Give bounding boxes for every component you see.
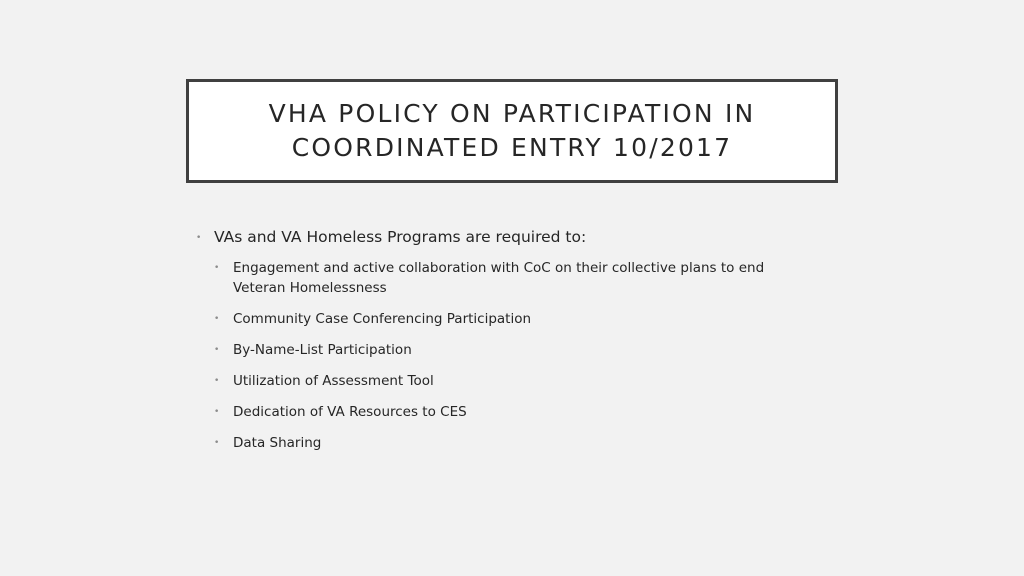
bullet-dot-icon: • <box>196 233 202 243</box>
sub-bullet-text: Utilization of Assessment Tool <box>233 373 434 389</box>
slide-title-line-2: COORDINATED ENTRY 10/2017 <box>291 133 733 162</box>
bullet-dot-icon: • <box>214 345 220 355</box>
sub-bullet-item <box>196 258 816 298</box>
bullet-dot-icon: • <box>214 438 220 448</box>
sub-bullet-item <box>196 402 816 422</box>
bullet-dot-icon: • <box>214 407 220 417</box>
sub-bullet-text: Engagement and active collaboration with CoC on their collective plans to end Veteran Homelessness <box>233 260 765 296</box>
sub-bullet-text: Data Sharing <box>233 435 322 451</box>
main-bullet-text: VAs and VA Homeless Programs are required to: <box>214 228 587 246</box>
bullet-dot-icon: • <box>214 314 220 324</box>
slide-title-box <box>186 79 838 183</box>
sub-bullet-item <box>196 340 816 360</box>
sub-bullet-item <box>196 309 816 329</box>
sub-bullet-item <box>196 371 816 391</box>
bullet-dot-icon: • <box>214 263 220 273</box>
slide-title <box>269 97 756 165</box>
sub-bullet-text: Dedication of VA Resources to CES <box>233 404 467 420</box>
bullet-dot-icon: • <box>214 376 220 386</box>
slide-body <box>196 226 816 464</box>
slide-title-line-1: VHA POLICY ON PARTICIPATION IN <box>268 99 756 128</box>
sub-bullet-text: Community Case Conferencing Participation <box>233 311 532 327</box>
sub-bullet-text: By-Name-List Participation <box>233 342 412 358</box>
sub-bullet-item <box>196 433 816 453</box>
main-bullet-item <box>196 226 816 248</box>
